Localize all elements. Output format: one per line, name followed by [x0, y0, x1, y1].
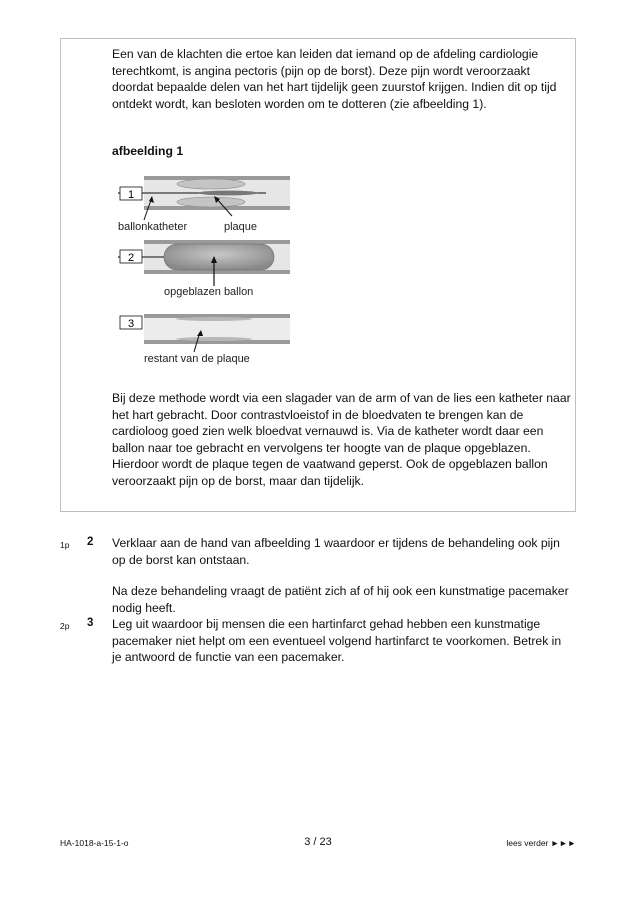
- question-3-intro: Na deze behandeling vraagt de patiënt zich af of hij ook een kunstmatige pacemaker nodig heeft.: [112, 584, 569, 615]
- question-2-number: 2: [87, 536, 94, 548]
- step-3-number: 3: [127, 318, 135, 330]
- step-1-number: 1: [127, 189, 135, 201]
- intro-paragraph: Een van de klachten die ertoe kan leiden dat iemand op de afdeling cardiologie terechtkomt, is angina pectoris (pijn op de borst). Deze pijn wordt veroorzaakt doordat bepaalde delen van het hart tijdelijk geen zuurstof krijgen. Indien dit op tijd ontdekt wordt, kan besloten worden om te dotteren (zie afbeelding 1).: [112, 47, 557, 111]
- question-2-text: Verklaar aan de hand van afbeelding 1 waardoor er tijdens de behandeling ook pijn op de borst kan ontstaan.: [112, 536, 560, 567]
- step-2-box: [120, 250, 142, 264]
- step-1-box: [120, 187, 142, 201]
- step-3-box: [120, 316, 142, 330]
- vessel-step-2: [118, 240, 290, 274]
- step-2-number: 2: [127, 252, 135, 264]
- page-number: 3 / 23: [304, 836, 332, 848]
- figure-title: afbeelding 1: [112, 144, 184, 158]
- question-2-points: 1p: [60, 540, 70, 550]
- label-remnant: restant van de plaque: [144, 353, 250, 365]
- label-plaque: plaque: [224, 221, 258, 233]
- angioplasty-diagram: [116, 168, 296, 378]
- label-balloon: opgeblazen ballon: [164, 286, 254, 298]
- question-3-text: Leg uit waardoor bij mensen die een hartinfarct gehad hebben een kunstmatige pacemaker niet helpt om een eventueel volgend hartinfarct te voorkomen. Betrek in je antwoord de functie van een pacemaker.: [112, 617, 562, 665]
- continue-indicator: lees verder ►►►: [506, 838, 576, 848]
- exam-code: HA-1018-a-15-1-o: [60, 838, 129, 848]
- vessel-step-1: [118, 176, 290, 210]
- figure-angioplasty: [116, 168, 296, 378]
- vessel-step-3: [144, 314, 290, 344]
- method-paragraph: Bij deze methode wordt via een slagader van de arm of van de lies een katheter naar het hart gebracht. Door contrastvloeistof in de bloedvaten te brengen kan de cardioloog goed zien welk bloedvat vernauwd is. Via de katheter wordt daar een ballon naar toe gebracht en vervolgens ter hoogte van de plaque opgeblazen. Hierdoor wordt de plaque tegen de vaatwand geperst. Ook de opgeblazen ballon veroorzaakt pijn op de borst, maar dan tijdelijk.: [112, 391, 571, 488]
- question-3-points: 2p: [60, 621, 70, 631]
- question-3-number: 3: [87, 617, 94, 629]
- label-catheter: ballonkatheter: [118, 221, 188, 233]
